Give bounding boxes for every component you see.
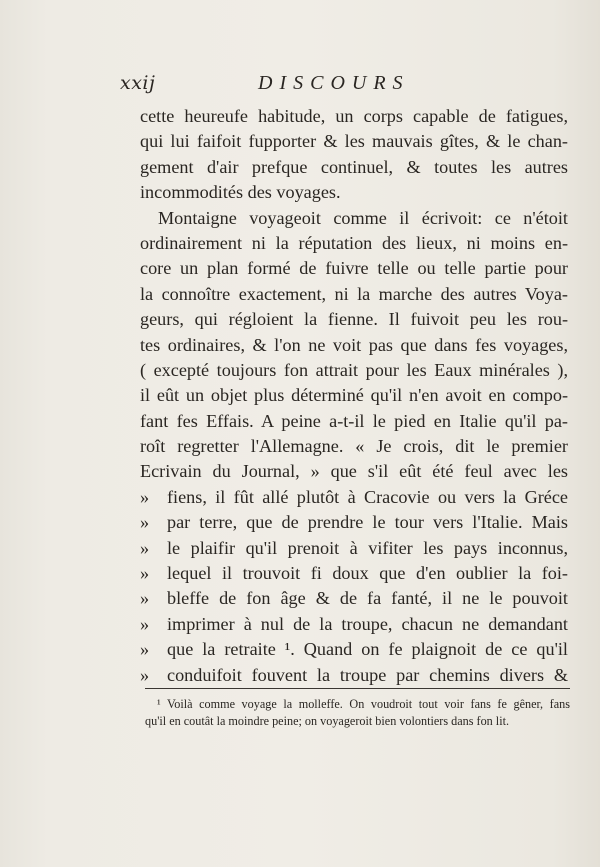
text-line: la connoître exactement, ni la marche des autres Voya- [140,283,568,304]
text-line: roît regretter l'Allemagne. « Je crois, dit le premier [140,436,568,457]
quoted-line-text: lequel il trouvoit fi doux que d'en oublier la foi- [167,563,568,584]
text-line: cette heureufe habitude, un corps capable de fatigues, [140,106,568,126]
quoted-line [140,485,568,510]
text-line: tes ordinaires, & l'on ne voit pas que dans fes voyages, [140,334,568,355]
quoted-line [140,612,568,637]
quote-mark: » [140,639,150,660]
quoted-line-text: par terre, que de prendre le tour vers l'Italie. Mais [167,512,568,533]
main-text [140,104,568,688]
page-header [120,72,450,100]
paragraph-start-line: Montaigne voyageoit comme il écrivoit: ce n'étoit [158,207,568,228]
footnote-line: qu'il en coutât la moindre peine; on voyageroit bien volontiers dans fon lit. [145,714,510,728]
text-line: qui lui faifoit fupporter & les mauvais gîtes, & le chan- [140,131,568,152]
footnotes [145,696,570,730]
quoted-line-text: imprimer à nul de la troupe, chacun ne demandant [167,613,568,634]
quote-mark: » [140,588,150,609]
page-number: xxij [120,72,156,94]
quoted-line-text: que la retraite ¹. Quand on fe plaignoit de ce qu'il [167,639,568,660]
quoted-line [140,510,568,535]
quote-mark: » [140,613,150,634]
quoted-line-text: fiens, il fût allé plutôt à Cracovie ou vers la Gréce [167,486,568,507]
quoted-line [140,586,568,611]
text-line: geurs, qui régloient la fienne. Il fuivoit peu les rou- [140,309,568,330]
quoted-line [140,637,568,662]
footnote-line: ¹ Voilà comme voyage la molleffe. On voudroit tout voir fans fe gêner, fans [157,697,570,711]
quote-mark: » [140,664,150,685]
quoted-line-text: le plaifir qu'il prenoit à vifiter les pays inconnus, [167,537,568,558]
quoted-line [140,663,568,688]
quoted-line [140,561,568,586]
quoted-line [140,536,568,561]
footnote-divider [145,688,570,689]
text-line: gement d'air prefque continuel, & toutes les autres [140,156,568,177]
quote-mark: » [140,563,150,584]
quoted-line-text: conduifoit fouvent la troupe par chemins divers & [167,664,568,685]
text-line: Ecrivain du Journal, » que s'il eût été feul avec les [140,461,568,482]
text-line: il eût un objet plus déterminé qu'il n'en avoit en compo- [140,385,568,406]
text-line: ( excepté toujours fon attrait pour les Eaux minérales ), [140,359,568,380]
running-title: DISCOURS [258,72,410,94]
text-line: incommodités des voyages. [140,182,341,203]
text-line: ordinairement ni la réputation des lieux, ni moins en- [140,232,568,253]
quote-mark: » [140,486,150,507]
quote-mark: » [140,537,150,558]
text-line: fant fes Effais. A peine a-t-il le pied en Italie qu'il pa- [140,410,568,431]
text-line: core un plan formé de fuivre telle ou telle partie pour [140,258,568,279]
quote-mark: » [140,512,150,533]
quoted-line-text: bleffe de fon âge & de fa fanté, il ne le pouvoit [167,588,568,609]
